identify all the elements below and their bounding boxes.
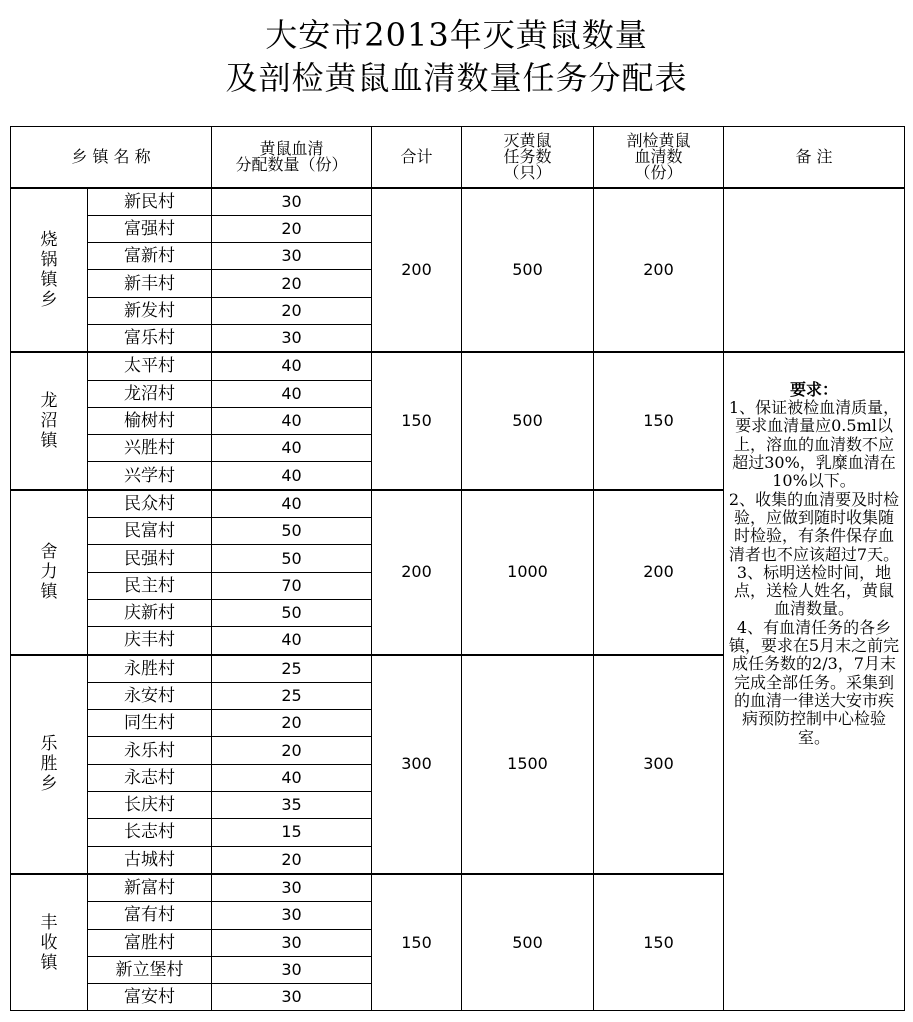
- village-alloc-cell: 30: [212, 188, 372, 216]
- village-name-cell: 新丰村: [88, 270, 212, 297]
- town-total-cell: 150: [372, 874, 462, 1011]
- village-alloc-cell: 30: [212, 874, 372, 902]
- town-kill-task-cell: 500: [462, 874, 594, 1011]
- village-name-cell: 长庆村: [88, 792, 212, 819]
- village-alloc-cell: 30: [212, 984, 372, 1011]
- header-serum-line: （份）: [634, 162, 683, 182]
- town-total-cell: 300: [372, 655, 462, 874]
- village-name-cell: 新民村: [88, 188, 212, 216]
- village-alloc-cell: 40: [212, 490, 372, 518]
- document-title-line-1: 大安市2013年灭黄鼠数量: [265, 16, 648, 54]
- remarks-item: 4、有血清任务的各乡镇，要求在5月末之前完成任务数的2/3，7月末完成全部任务。采集到的血清一律送大安市疾病预防控制中心检验室。: [728, 617, 900, 747]
- header-alloc-line: 分配数量（份）: [235, 154, 348, 174]
- village-name-cell: 太平村: [88, 352, 212, 380]
- village-alloc-cell: 40: [212, 352, 372, 380]
- town-kill-task-cell: 1000: [462, 490, 594, 655]
- village-alloc-cell: 30: [212, 929, 372, 956]
- table-row: [11, 188, 905, 216]
- village-alloc-cell: 25: [212, 655, 372, 683]
- village-name-cell: 龙沼村: [88, 380, 212, 407]
- header-town-name: 乡 镇 名 称: [11, 127, 212, 188]
- header-serum-line: 血清数: [634, 146, 683, 166]
- remarks-heading: 要求：: [789, 379, 838, 399]
- village-alloc-cell: 30: [212, 243, 372, 270]
- village-name-cell: 民强村: [88, 545, 212, 572]
- header-remarks: 备 注: [724, 127, 905, 188]
- village-alloc-cell: 40: [212, 627, 372, 655]
- village-name-cell: 新富村: [88, 874, 212, 902]
- town-name-char: 舍: [40, 542, 58, 563]
- town-serum-count-cell: 150: [594, 874, 724, 1011]
- village-alloc-cell: 40: [212, 764, 372, 791]
- village-name-cell: 民主村: [88, 572, 212, 599]
- remarks-item: 2、收集的血清要及时检验，应做到随时收集随时检验，有条件保存血清者也不应该超过7天。: [728, 489, 900, 564]
- village-alloc-cell: 50: [212, 545, 372, 572]
- village-name-cell: 永安村: [88, 682, 212, 709]
- remarks-blank-cell: [724, 188, 905, 353]
- town-name-char: 乡: [40, 289, 58, 310]
- town-name-char: 龙: [40, 391, 58, 412]
- village-alloc-cell: 20: [212, 297, 372, 324]
- village-name-cell: 富胜村: [88, 929, 212, 956]
- document-title-line-2: 及剖检黄鼠血清数量任务分配表: [225, 59, 688, 97]
- town-name-char: 丰: [40, 912, 58, 933]
- village-alloc-cell: 50: [212, 518, 372, 545]
- town-name-char: 镇: [40, 952, 58, 973]
- town-total-cell: 200: [372, 188, 462, 353]
- header-serum-count: [594, 127, 724, 188]
- village-name-cell: 民富村: [88, 518, 212, 545]
- village-alloc-cell: 30: [212, 956, 372, 983]
- header-kill-line: （只）: [503, 162, 552, 182]
- village-name-cell: 富新村: [88, 243, 212, 270]
- header-serum-line: 剖检黄鼠: [626, 130, 691, 150]
- village-name-cell: 永乐村: [88, 737, 212, 764]
- village-name-cell: 新立堡村: [88, 956, 212, 983]
- town-name-char: 烧: [40, 229, 58, 250]
- town-name-char: 镇: [40, 582, 58, 603]
- village-name-cell: 永志村: [88, 764, 212, 791]
- village-alloc-cell: 50: [212, 599, 372, 626]
- town-name-cell: [11, 655, 88, 874]
- village-name-cell: 富强村: [88, 215, 212, 242]
- village-name-cell: 庆丰村: [88, 627, 212, 655]
- town-name-char: 锅: [40, 249, 58, 270]
- remarks-text: [728, 381, 900, 747]
- table-row: [11, 352, 905, 380]
- village-name-cell: 富乐村: [88, 324, 212, 352]
- remarks-item: 1、保证被检血清质量，要求血清量应0.5ml以上，溶血的血清数不应超过30%，乳糜血清在10%以下。: [728, 398, 900, 491]
- town-total-cell: 150: [372, 352, 462, 489]
- village-alloc-cell: 40: [212, 407, 372, 434]
- village-name-cell: 兴胜村: [88, 435, 212, 462]
- village-alloc-cell: 30: [212, 902, 372, 929]
- town-name-char: 镇: [40, 269, 58, 290]
- town-total-cell: 200: [372, 490, 462, 655]
- remarks-cell: [724, 352, 905, 1011]
- village-alloc-cell: 20: [212, 215, 372, 242]
- header-total: 合计: [372, 127, 462, 188]
- town-serum-count-cell: 200: [594, 490, 724, 655]
- village-name-cell: 古城村: [88, 846, 212, 874]
- town-serum-count-cell: 200: [594, 188, 724, 353]
- village-alloc-cell: 25: [212, 682, 372, 709]
- town-name-char: 沼: [40, 411, 58, 432]
- town-name-char: 乡: [40, 774, 58, 795]
- remarks-item: 3、标明送检时间，地点，送检人姓名，黄鼠血清数量。: [733, 562, 894, 619]
- village-name-cell: 同生村: [88, 710, 212, 737]
- village-alloc-cell: 40: [212, 435, 372, 462]
- town-name-cell: [11, 188, 88, 353]
- allocation-table: [10, 126, 905, 1011]
- town-kill-task-cell: 500: [462, 352, 594, 489]
- village-name-cell: 长志村: [88, 819, 212, 846]
- town-name-char: 收: [40, 932, 58, 953]
- village-alloc-cell: 20: [212, 737, 372, 764]
- town-name-char: 力: [40, 562, 58, 583]
- town-kill-task-cell: 500: [462, 188, 594, 353]
- village-name-cell: 庆新村: [88, 599, 212, 626]
- village-alloc-cell: 70: [212, 572, 372, 599]
- village-name-cell: 新发村: [88, 297, 212, 324]
- village-alloc-cell: 20: [212, 270, 372, 297]
- header-kill-line: 灭黄鼠: [503, 130, 552, 150]
- village-name-cell: 榆树村: [88, 407, 212, 434]
- village-alloc-cell: 20: [212, 710, 372, 737]
- town-serum-count-cell: 300: [594, 655, 724, 874]
- town-name-cell: [11, 874, 88, 1011]
- village-name-cell: 兴学村: [88, 462, 212, 490]
- table-body: [11, 188, 905, 1011]
- village-name-cell: 永胜村: [88, 655, 212, 683]
- village-name-cell: 富有村: [88, 902, 212, 929]
- village-alloc-cell: 30: [212, 324, 372, 352]
- town-name-char: 胜: [40, 754, 58, 775]
- header-alloc-line: 黄鼠血清: [259, 138, 324, 158]
- village-name-cell: 民众村: [88, 490, 212, 518]
- header-alloc: [212, 127, 372, 188]
- village-alloc-cell: 35: [212, 792, 372, 819]
- town-name-char: 镇: [40, 431, 58, 452]
- town-serum-count-cell: 150: [594, 352, 724, 489]
- header-kill-task: [462, 127, 594, 188]
- header-kill-line: 任务数: [503, 146, 552, 166]
- village-name-cell: 富安村: [88, 984, 212, 1011]
- town-kill-task-cell: 1500: [462, 655, 594, 874]
- town-name-cell: [11, 352, 88, 489]
- village-alloc-cell: 40: [212, 462, 372, 490]
- village-alloc-cell: 40: [212, 380, 372, 407]
- village-alloc-cell: 15: [212, 819, 372, 846]
- village-alloc-cell: 20: [212, 846, 372, 874]
- town-name-cell: [11, 490, 88, 655]
- town-name-char: 乐: [40, 734, 58, 755]
